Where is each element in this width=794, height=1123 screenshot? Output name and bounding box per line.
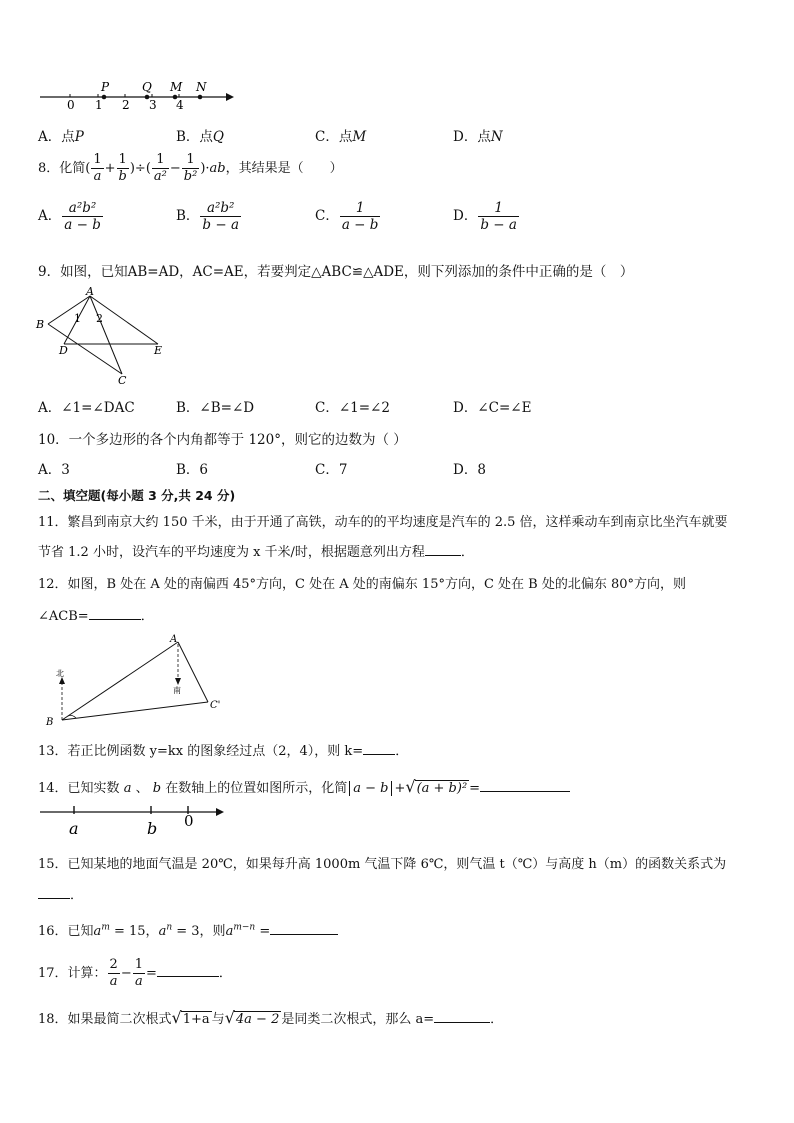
svg-text:A: A bbox=[86, 286, 94, 298]
q10-option-a: A．3 bbox=[38, 462, 70, 478]
q18-stem: 18．如果最简二次根式√1+a 与√4a − 2 是同类二次根式，那么 a= ． bbox=[38, 1008, 504, 1027]
tick-2: 2 bbox=[122, 98, 130, 112]
svg-text:C: C bbox=[118, 374, 127, 386]
svg-text:D: D bbox=[59, 344, 68, 357]
svg-text:A: A bbox=[170, 634, 178, 645]
tick-1: 1 bbox=[95, 98, 103, 112]
svg-text:b: b bbox=[147, 819, 158, 838]
q11-line2: 节省 1.2 小时，设汽车的平均速度为 x 千米/时，根据题意列出方程 ． bbox=[38, 545, 474, 560]
q8-stem: 8．化简( $\frac{1}{a}$ + $\frac{1}{b}$ )÷( $\frac{1}{\text{a²}}$ − $\frac{1}{\text{b²}}$ )·ab，其结果是（ ） bbox=[38, 152, 343, 184]
q11-answer-blank[interactable] bbox=[425, 543, 461, 556]
q15-answer-blank[interactable] bbox=[38, 886, 70, 899]
svg-text:北: 北 bbox=[56, 669, 64, 678]
q8-option-c: C． $\frac{1}{a - b}$ bbox=[315, 200, 379, 233]
q17-stem: 17．计算： $\frac{2}{a}$ − $\frac{1}{a}$ = ． bbox=[38, 957, 232, 989]
q7-option-a: A．点P bbox=[38, 129, 84, 145]
q14-stem: 14．已知实数 a 、 b 在数轴上的位置如图所示，化简 a − b +√(a + b)² = bbox=[38, 777, 570, 796]
q12-answer-blank[interactable] bbox=[89, 607, 141, 620]
point-n-label: N bbox=[196, 82, 207, 94]
q7-option-c: C．点M bbox=[315, 129, 367, 145]
svg-text:0: 0 bbox=[184, 812, 194, 830]
svg-text:E: E bbox=[154, 344, 163, 357]
svg-text:C': C' bbox=[210, 700, 221, 711]
q14-number-line bbox=[38, 800, 238, 840]
tick-4: 4 bbox=[176, 98, 184, 112]
q10-option-d: D．8 bbox=[453, 462, 486, 478]
svg-text:B: B bbox=[36, 318, 45, 331]
section-heading: 二、填空题(每小题 3 分,共 24 分) bbox=[38, 488, 236, 503]
svg-text:1: 1 bbox=[74, 312, 81, 325]
q8-option-d: D． $\frac{1}{b - a}$ bbox=[453, 200, 517, 233]
tick-0: 0 bbox=[67, 98, 75, 112]
point-p-label: P bbox=[101, 82, 110, 94]
q7-option-d: D．点N bbox=[453, 129, 503, 145]
q9-option-a: A．∠1=∠DAC bbox=[38, 400, 135, 416]
q14-answer-blank[interactable] bbox=[480, 779, 570, 792]
q7-number-line bbox=[38, 82, 238, 112]
q9-stem: 9．如图，已知AB=AD，AC=AE，若要判定△ABC≌△ADE，则下列添加的条件中正确的是（ ） bbox=[38, 264, 634, 280]
svg-text:a: a bbox=[69, 819, 79, 838]
q10-stem: 10．一个多边形的各个内角都等于 120°，则它的边数为（ ） bbox=[38, 432, 407, 448]
q15-line1: 15．已知某地的地面气温是 20℃，如果每升高 1000m 气温下降 6℃，则气温 t（℃）与高度 h（m）的函数关系式为 bbox=[38, 857, 727, 872]
q16-stem: 16．已知$a^m = 15$，$a^n = 3$，则$a^{m-n}$ = bbox=[38, 920, 338, 939]
q8-option-b: B． $\frac{\text{a²b²}}{b - a}$ bbox=[176, 200, 240, 233]
svg-text:2: 2 bbox=[96, 312, 103, 325]
q9-figure bbox=[34, 286, 174, 386]
tick-3: 3 bbox=[149, 98, 157, 112]
q12-figure bbox=[40, 630, 240, 730]
q13-stem: 13．若正比例函数 y=kx 的图象经过点（2，4），则 k= ． bbox=[38, 744, 409, 759]
q9-option-c: C．∠1=∠2 bbox=[315, 400, 390, 416]
q9-option-b: B．∠B=∠D bbox=[176, 400, 255, 416]
q15-line2: ． bbox=[38, 884, 83, 903]
q10-option-b: B．6 bbox=[176, 462, 209, 478]
svg-text:南: 南 bbox=[173, 686, 181, 695]
q10-option-c: C．7 bbox=[315, 462, 348, 478]
q18-answer-blank[interactable] bbox=[434, 1010, 490, 1023]
q16-answer-blank[interactable] bbox=[270, 922, 338, 935]
q12-line1: 12．如图，B 处在 A 处的南偏西 45°方向，C 处在 A 处的南偏东 15°方向，C 处在 B 处的北偏东 80°方向，则 bbox=[38, 577, 687, 592]
q13-answer-blank[interactable] bbox=[363, 742, 395, 755]
svg-text:B: B bbox=[46, 717, 54, 728]
q8-option-a: A． $\frac{\text{a²b²}}{a - b}$ bbox=[38, 200, 101, 233]
q9-option-d: D．∠C=∠E bbox=[453, 400, 532, 416]
q17-answer-blank[interactable] bbox=[157, 964, 219, 977]
q12-line2: ∠ACB= ． bbox=[38, 609, 154, 624]
point-q-label: Q bbox=[142, 82, 152, 94]
q11-line1: 11．繁昌到南京大约 150 千米，由于开通了高铁，动车的的平均速度是汽车的 2.5 倍，这样乘动车到南京比坐汽车就要 bbox=[38, 515, 728, 530]
point-m-label: M bbox=[170, 82, 183, 94]
q7-option-b: B．点Q bbox=[176, 129, 224, 145]
